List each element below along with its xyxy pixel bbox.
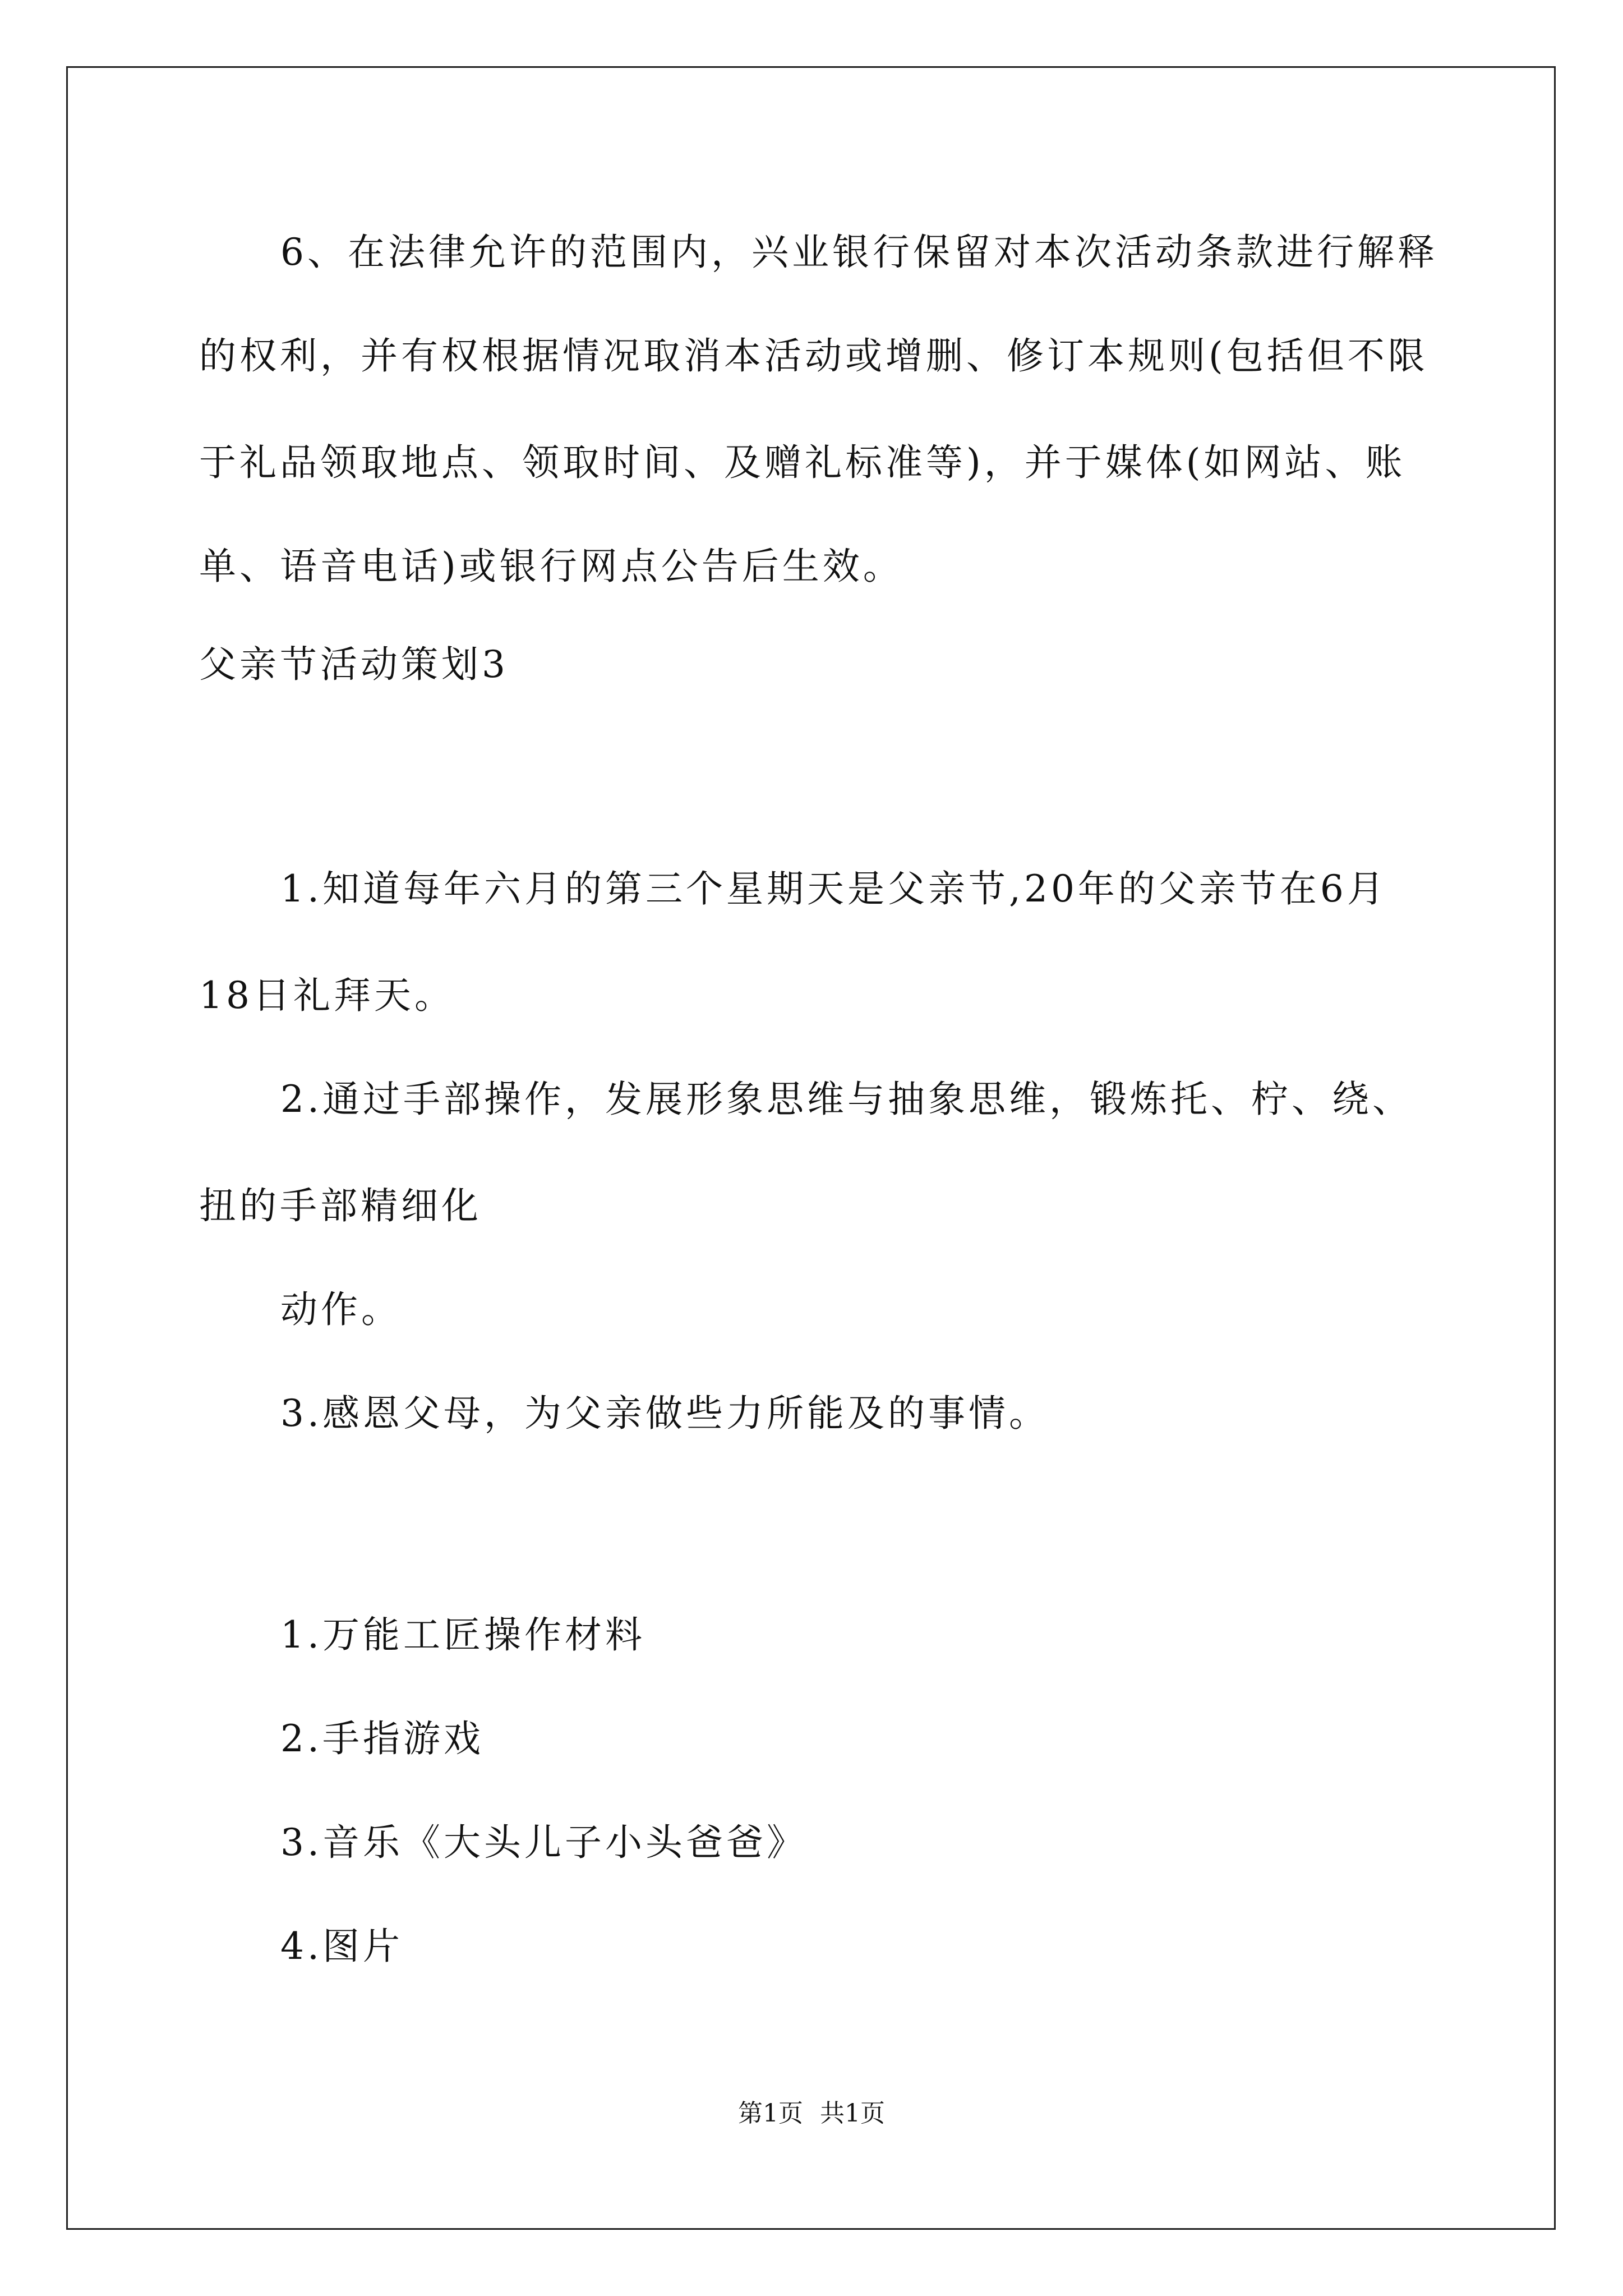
paragraph-line: 单、语音电话)或银行网点公告后生效。 bbox=[199, 545, 903, 588]
page-number-current: 第1页 bbox=[738, 2099, 803, 2128]
page-number-total: 共1页 bbox=[820, 2099, 885, 2128]
goal-line: 18日礼拜天。 bbox=[199, 974, 455, 1017]
material-item: 2.手指游戏 bbox=[280, 1717, 484, 1760]
paragraph-line: 6、在法律允许的范围内，兴业银行保留对本次活动条款进行解释 bbox=[280, 231, 1438, 274]
page-border bbox=[66, 66, 1556, 2230]
goal-line: 2.通过手部操作，发展形象思维与抽象思维，锻炼托、柠、绕、 bbox=[280, 1078, 1413, 1121]
section-heading: 父亲节活动策划3 bbox=[199, 643, 509, 686]
goal-line: 扭的手部精细化 bbox=[199, 1184, 482, 1227]
material-item: 1.万能工匠操作材料 bbox=[280, 1613, 645, 1657]
goal-line: 动作。 bbox=[280, 1288, 402, 1331]
goal-line: 1.知道每年六月的第三个星期天是父亲节,20年的父亲节在6月 bbox=[280, 867, 1387, 910]
goal-line: 3.感恩父母，为父亲做些力所能及的事情。 bbox=[280, 1392, 1049, 1435]
material-item: 4.图片 bbox=[280, 1925, 403, 1968]
material-item: 3.音乐《大头儿子小头爸爸》 bbox=[280, 1821, 807, 1864]
paragraph-line: 的权利，并有权根据情况取消本活动或增删、修订本规则(包括但不限 bbox=[199, 334, 1428, 378]
paragraph-line: 于礼品领取地点、领取时间、及赠礼标准等)，并于媒体(如网站、账 bbox=[199, 441, 1406, 484]
page-footer bbox=[0, 2097, 1623, 2131]
